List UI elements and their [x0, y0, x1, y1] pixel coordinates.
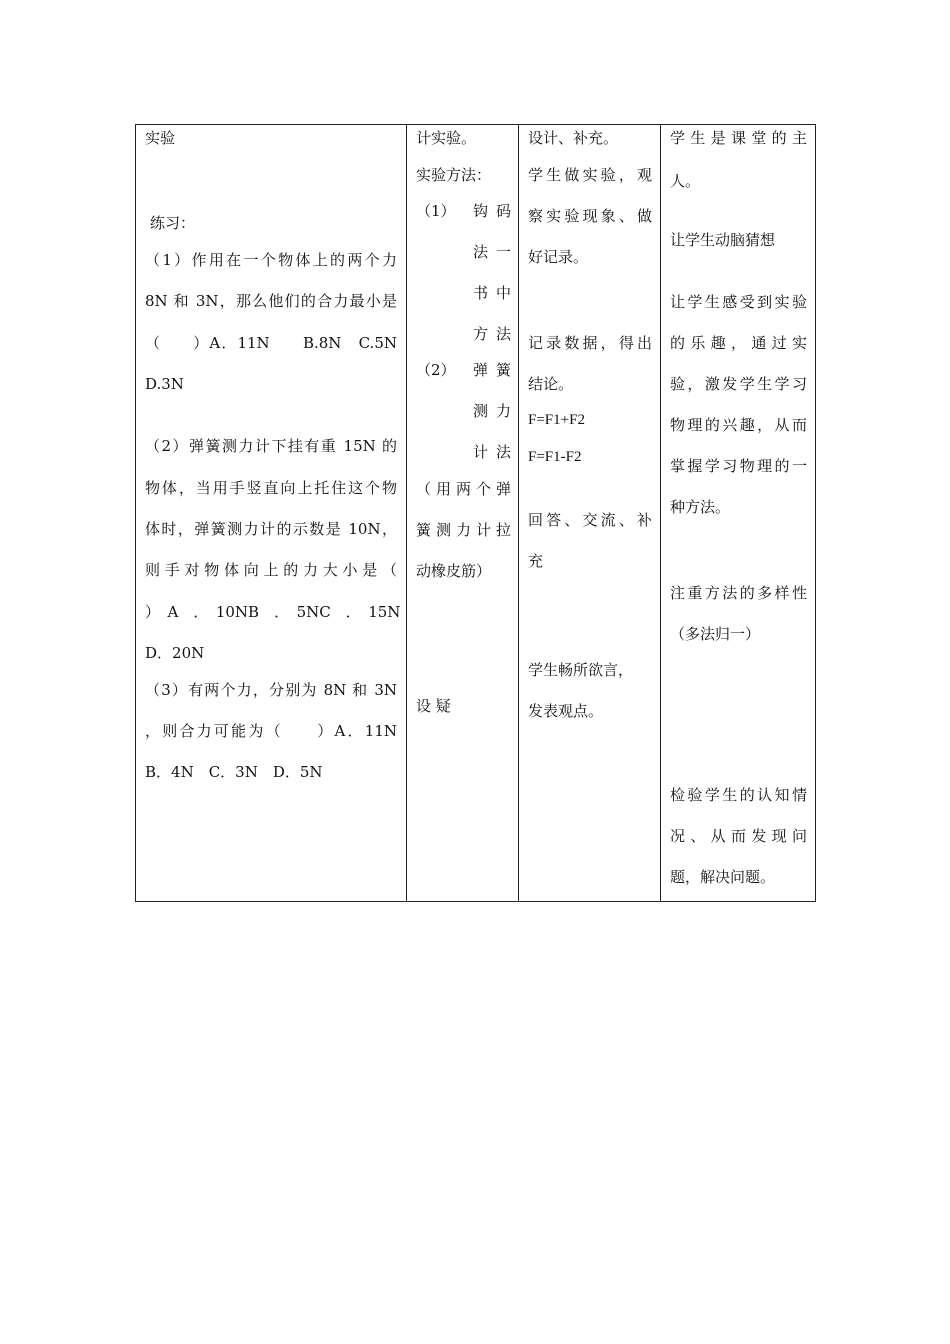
question-2-line: 体时，弹簧测力计的示数是 10N， — [145, 520, 397, 538]
intent-text: 种方法。 — [670, 498, 731, 516]
intent-text: （多法归一） — [670, 625, 761, 643]
activity-text: 好记录。 — [528, 248, 589, 266]
section-title: 实验 — [145, 129, 176, 147]
question-1-line: 8N 和 3N，那么他们的合力最小是 — [145, 292, 397, 310]
method-number: （2） — [416, 361, 456, 379]
method-text: 簧测力计拉 — [416, 521, 511, 539]
method-text: 书中 — [473, 284, 511, 302]
formula-difference: F=F1-F2 — [528, 449, 582, 465]
method-text: 动橡皮筋） — [416, 562, 492, 580]
intent-text: 验，激发学生学习 — [670, 375, 807, 393]
intent-text: 学生是课堂的主 — [670, 129, 807, 147]
doubt-label: 设 疑 — [416, 697, 451, 715]
formula-sum: F=F1+F2 — [528, 412, 585, 428]
content-column — [136, 125, 406, 901]
question-1-line: （1）作用在一个物体上的两个力 — [145, 251, 397, 269]
activity-text: 设计、补充。 — [528, 129, 619, 147]
method-text: 钩码 — [473, 202, 511, 220]
activity-text: 充 — [528, 552, 544, 570]
question-3-line: （3）有两个力，分别为 8N 和 3N — [145, 681, 397, 699]
activity-text: 学生畅所欲言， — [528, 661, 634, 679]
method-text: 方法 — [473, 325, 511, 343]
question-3-line: ，则合力可能为（ ）A．11N — [145, 722, 397, 740]
intent-text: 让学生动脑猜想 — [670, 231, 776, 249]
student-activity-column — [519, 125, 660, 901]
method-text: 法一 — [473, 243, 511, 261]
method-heading: 实验方法： — [416, 166, 492, 184]
intent-text: 况、从而发现问 — [670, 827, 807, 845]
method-number: （1） — [416, 202, 456, 220]
question-1-line: D.3N — [145, 375, 184, 393]
question-2-line: 则手对物体向上的力大小是（ — [145, 561, 397, 579]
activity-text: 发表观点。 — [528, 702, 604, 720]
question-2-line: 物体，当用手竖直向上托住这个物 — [145, 479, 397, 497]
question-3-line: B．4N C．3N D．5N — [145, 763, 323, 781]
question-2-line: D．20N — [145, 644, 205, 662]
method-column — [407, 125, 518, 901]
activity-text: 察实验现象、做 — [528, 207, 652, 225]
intent-text: 的乐趣，通过实 — [670, 334, 807, 352]
intent-text: 检验学生的认知情 — [670, 786, 807, 804]
design-intent-column — [661, 125, 816, 901]
method-text: 弹簧 — [473, 361, 511, 379]
method-text: 测力 — [473, 402, 511, 420]
intent-text: 掌握学习物理的一 — [670, 457, 807, 475]
practice-label: 练习： — [150, 214, 196, 232]
lesson-table — [135, 124, 816, 902]
intent-text: 让学生感受到实验 — [670, 293, 807, 311]
method-text: 计法 — [473, 443, 511, 461]
intent-text: 物理的兴趣，从而 — [670, 416, 807, 434]
method-text: （用两个弹 — [416, 480, 511, 498]
intent-text: 人。 — [670, 172, 701, 190]
method-text: 计实验。 — [416, 129, 477, 147]
activity-text: 回答、交流、补 — [528, 511, 652, 529]
activity-text: 学生做实验，观 — [528, 166, 652, 184]
activity-text: 记录数据，得出 — [528, 334, 652, 352]
question-2-line: （2）弹簧测力计下挂有重 15N 的 — [145, 437, 397, 455]
question-1-line: （ ）A．11N B.8N C.5N — [145, 334, 397, 352]
intent-text: 注重方法的多样性 — [670, 584, 807, 602]
question-2-line: ） A ． 10NB ． 5NC ． 15N — [145, 603, 401, 621]
intent-text: 题，解决问题。 — [670, 868, 776, 886]
activity-text: 结论。 — [528, 375, 574, 393]
